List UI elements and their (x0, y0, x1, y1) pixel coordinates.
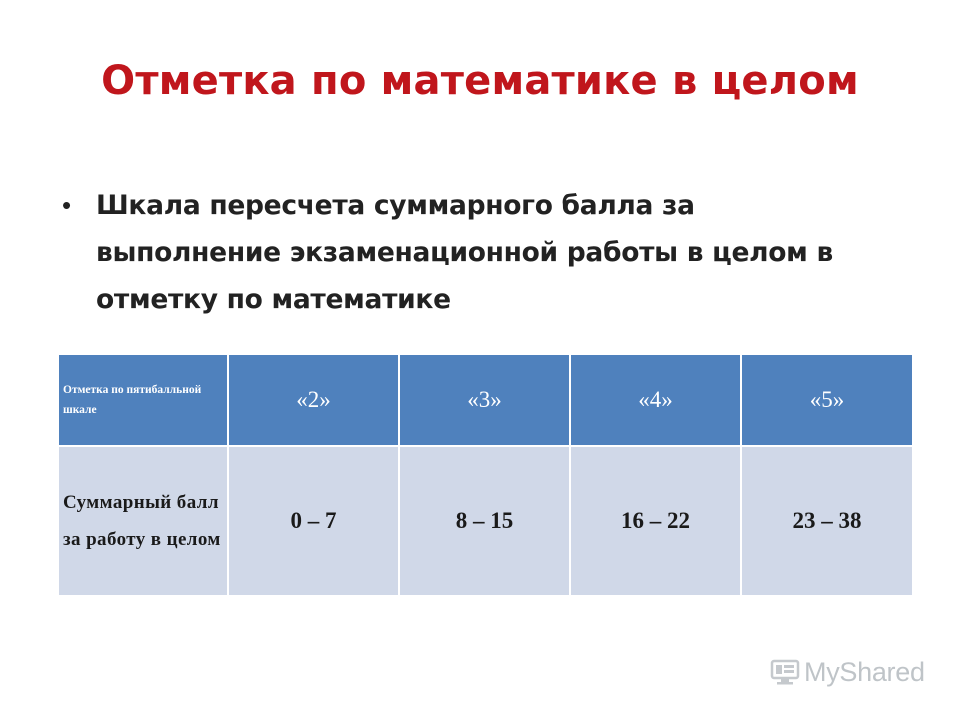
score-range-cell: 16 – 22 (570, 446, 741, 596)
header-grade-cell: «2» (228, 354, 399, 446)
slide-title: Отметка по математике в целом (101, 58, 859, 104)
watermark-text: MyShared (804, 656, 925, 687)
header-grade-cell: «3» (399, 354, 570, 446)
header-grade-cell: «5» (741, 354, 913, 446)
score-range-cell: 8 – 15 (399, 446, 570, 596)
row-label-cell: Суммарный балл за работу в целом (58, 446, 228, 596)
score-range-cell: 0 – 7 (228, 446, 399, 596)
header-grade-cell: «4» (570, 354, 741, 446)
header-label-cell: Отметка по пятибалльной шкале (58, 354, 228, 446)
bullet-text: Шкала пересчета суммарного балла за выполнение экзаменационной работы в целом в отметку по математике (96, 190, 833, 315)
table-row (58, 446, 913, 596)
score-range-cell: 23 – 38 (741, 446, 913, 596)
watermark (770, 655, 925, 689)
monitor-icon (770, 657, 800, 687)
table-header-row (58, 354, 913, 446)
bullet-dot-icon: • (62, 190, 72, 220)
grade-conversion-table (57, 353, 914, 597)
